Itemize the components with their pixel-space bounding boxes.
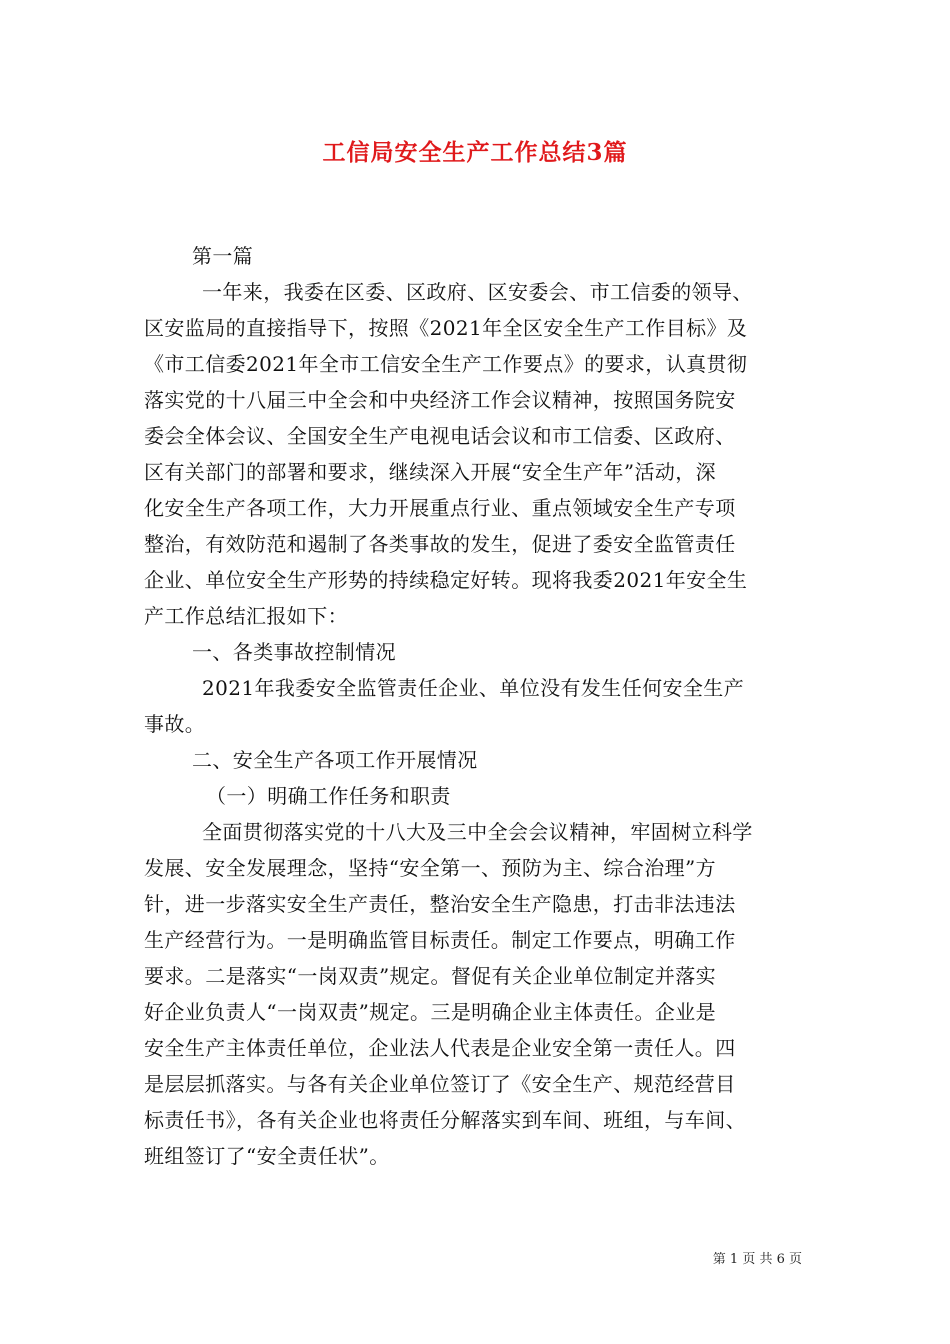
paragraph-line: 生产经营行为。一是明确监管目标责任。制定工作要点，明确工作: [144, 928, 736, 952]
section-heading: 一、各类事故控制情况: [192, 640, 396, 664]
section-heading-first: 第一篇: [192, 244, 254, 268]
paragraph-line: 《市工信委2021年全市工信安全生产工作要点》的要求，认真贯彻: [144, 352, 748, 376]
document-title: 工信局安全生产工作总结3篇: [322, 139, 628, 166]
paragraph-line: 企业、单位安全生产形势的持续稳定好转。现将我委2021年安全生: [144, 568, 748, 592]
paragraph-line: 安全生产主体责任单位，企业法人代表是企业安全第一责任人。四: [144, 1036, 736, 1060]
paragraph-line: 落实党的十八届三中全会和中央经济工作会议精神，按照国务院安: [144, 388, 736, 412]
paragraph-line: 委会全体会议、全国安全生产电视电话会议和市工信委、区政府、: [144, 424, 736, 448]
paragraph-line: 事故。: [144, 712, 206, 736]
section-heading: 二、安全生产各项工作开展情况: [192, 748, 478, 772]
paragraph-line: 好企业负责人“一岗双责”规定。三是明确企业主体责任。企业是: [144, 1000, 717, 1024]
paragraph-line: 区安监局的直接指导下，按照《2021年全区安全生产工作目标》及: [144, 316, 748, 340]
paragraph-line: 一年来，我委在区委、区政府、区安委会、市工信委的领导、: [202, 280, 753, 304]
subsection-heading: （一）明确工作任务和职责: [206, 784, 451, 808]
page-number-footer: 第 1 页 共 6 页: [712, 1252, 802, 1267]
paragraph-line: 化安全生产各项工作，大力开展重点行业、重点领域安全生产专项: [144, 496, 736, 520]
document-body: [144, 238, 824, 1174]
paragraph-line: 区有关部门的部署和要求，继续深入开展“安全生产年”活动，深: [144, 460, 717, 484]
paragraph-line: 针，进一步落实安全生产责任，整治安全生产隐患，打击非法违法: [144, 892, 736, 916]
paragraph-line: 标责任书》，各有关企业也将责任分解落实到车间、班组，与车间、: [144, 1108, 746, 1132]
paragraph-line: 整治，有效防范和遏制了各类事故的发生，促进了委安全监管责任: [144, 532, 736, 556]
paragraph-line: 全面贯彻落实党的十八大及三中全会会议精神，牢固树立科学: [202, 820, 753, 844]
paragraph-line: 产工作总结汇报如下：: [144, 604, 348, 628]
paragraph-line: 发展、安全发展理念，坚持“安全第一、预防为主、综合治理”方: [144, 856, 717, 880]
paragraph-line: 班组签订了“安全责任状”。: [144, 1144, 390, 1168]
paragraph-line: 2021年我委安全监管责任企业、单位没有发生任何安全生产: [202, 676, 745, 700]
paragraph-line: 要求。二是落实“一岗双责”规定。督促有关企业单位制定并落实: [144, 964, 717, 988]
paragraph-line: 是层层抓落实。与各有关企业单位签订了《安全生产、规范经营目: [144, 1072, 736, 1096]
